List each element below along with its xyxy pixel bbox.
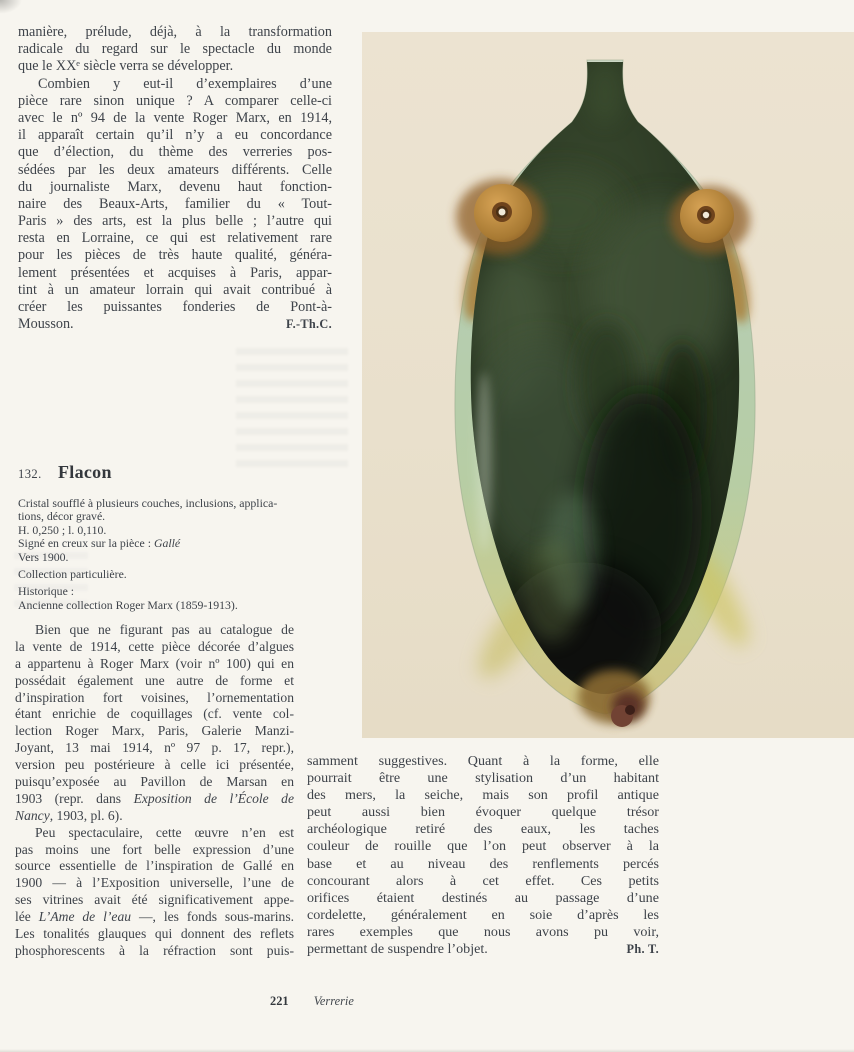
text-line: Paris » des arts, est la plus belle ; l’autre qui <box>18 213 332 230</box>
right-column-lines <box>307 753 659 941</box>
intro-text-block <box>18 24 332 333</box>
entry-description <box>18 497 342 564</box>
right-last-words: permettant de suspendre l’objet. <box>307 941 488 958</box>
text-line: puisqu’exposée au Pavillon de Marsan en <box>15 774 294 790</box>
author-initials: F.-Th.C. <box>285 317 332 332</box>
left-column-lines <box>15 622 294 960</box>
intro-lines <box>18 24 332 316</box>
text-line: Joyant, 13 mai 1914, nº 97 p. 17, repr.), <box>15 740 294 756</box>
text-line: d’inspiration fort voisines, l’ornementation <box>15 689 294 705</box>
text-line: tions, décor gravé. <box>18 509 106 524</box>
text-line: ses vitrines avait été significativement appe- <box>15 892 294 908</box>
vessel-right-knob <box>670 186 750 254</box>
page-number: 221 <box>270 994 289 1008</box>
historique-value: Ancienne collection Roger Marx (1859-1913). <box>18 597 238 612</box>
text-line: Vers 1900. <box>18 549 69 564</box>
text-line: Les tonalités glauques qui donnent des reflets <box>15 926 294 942</box>
text-line: que le XXᵉ siècle verra se développer. <box>18 58 234 75</box>
text-line: des mers, la seiche, mais son profil antique <box>307 787 659 804</box>
text-line: pièce rare sinon unique ? A comparer celle-ci <box>18 92 332 109</box>
body-text-left-column <box>15 622 294 960</box>
entry-heading <box>18 462 342 483</box>
text-line: Signé en creux sur la pièce : Gallé <box>18 536 181 551</box>
text-line: source essentielle de l’inspiration de Gallé en <box>15 858 294 874</box>
flacon-photo <box>362 32 854 738</box>
right-column-last-line <box>307 941 659 958</box>
flacon-vessel-illustration <box>362 32 854 738</box>
text-line: cordelette, généralement en soie d’après les <box>307 906 659 923</box>
text-line: lection Roger Marx, Paris, Galerie Manzi- <box>15 723 294 739</box>
text-line: pourrait être une stylisation d’un habitant <box>307 770 659 787</box>
text-line: tint à un amateur lorrain qui avait contribué à <box>18 281 332 298</box>
text-line: créer les puissantes fonderies de Pont-à- <box>18 299 332 315</box>
rim-highlight <box>476 372 492 552</box>
intro-last-line <box>18 316 332 333</box>
text-line: H. 0,250 ; l. 0,110. <box>18 522 107 537</box>
body-text-right-column <box>307 753 659 958</box>
author-initials: Ph. T. <box>626 942 659 957</box>
text-line: couleur de rouille que l’on peut observer à la <box>307 838 659 855</box>
text-line: possédait également une autre de forme et <box>15 672 294 688</box>
text-line: rares exemples que nous avons pu voir, <box>307 923 659 940</box>
text-line: il apparaît certain qu’il n’y a eu concordance <box>18 127 332 144</box>
text-line: la vente de 1914, cette pièce décorée d’algues <box>15 638 294 654</box>
text-line: lée L’Ame de l’eau —, les fonds sous-marins. <box>15 909 295 925</box>
text-line: 1903 (repr. dans Exposition de l’École de <box>15 790 295 806</box>
text-line: pour les pièces de très haute qualité, généra- <box>18 247 332 264</box>
intro-last-words: Mousson. <box>18 316 74 333</box>
page-showthrough <box>236 348 348 468</box>
entry-collection: Collection particulière. <box>18 566 127 581</box>
entry-historique <box>18 585 342 612</box>
vessel-left-knob <box>456 179 544 255</box>
text-line: 1900 — à l’Exposition universelle, l’une de <box>15 875 294 891</box>
section-title: Verrerie <box>313 994 354 1008</box>
text-line: resta en Lorraine, ce qui est relativement rare <box>18 230 332 247</box>
text-line: manière, prélude, déjà, à la transformation <box>18 24 332 40</box>
text-line: Nancy, 1903, pl. 6). <box>15 807 123 823</box>
historique-label: Historique : <box>18 584 75 599</box>
text-line: orifices étaient destinés au passage d’une <box>307 889 659 906</box>
text-line: base et au niveau des renflements percés <box>307 855 659 872</box>
text-line: phosphorescents à la réfraction sont puis- <box>15 942 294 958</box>
text-line: Combien y eut-il d’exemplaires d’une <box>38 75 332 92</box>
text-line: lement présentées et acquises à Paris, appar- <box>18 264 332 281</box>
text-line: concourant alors à cet effet. Ces petits <box>307 872 659 889</box>
text-line: Peu spectaculaire, cette œuvre n’en est <box>35 824 294 840</box>
text-line: archéologique retiré des eaux, les taches <box>307 821 659 838</box>
entry-number: 132. <box>18 467 42 481</box>
text-line: étant enrichie de coquillages (cf. vente col- <box>15 706 294 722</box>
page-footer <box>270 994 354 1009</box>
text-line: samment suggestives. Quant à la forme, elle <box>307 753 659 769</box>
catalogue-entry <box>18 462 342 612</box>
text-line: version peu postérieure à celle ici présentée, <box>15 757 294 773</box>
text-line: radicale du regard sur le spectacle du monde <box>18 41 332 58</box>
text-line: pas moins une fort belle expression d’une <box>15 841 294 857</box>
text-line: du journaliste Marx, devenu haut fonction- <box>18 178 332 195</box>
entry-title: Flacon <box>58 462 112 482</box>
text-line: sédées par les deux amateurs différents. Celle <box>18 161 332 178</box>
text-line: Cristal soufflé à plusieurs couches, inclusions, applica- <box>18 496 278 510</box>
text-line: naire des Beaux-Arts, familier du « Tout- <box>18 195 332 212</box>
text-line: avec le nº 94 de la vente Roger Marx, en 1914, <box>18 109 332 126</box>
text-line: Bien que ne figurant pas au catalogue de <box>35 622 294 637</box>
text-line: que d’élection, du thème des verreries pos- <box>18 144 332 161</box>
text-line: peut aussi bien évoquer quelque trésor <box>307 804 659 821</box>
scan-corner-smudge <box>0 0 22 14</box>
text-line: a appartenu à Roger Marx (voir nº 100) qui en <box>15 655 294 671</box>
